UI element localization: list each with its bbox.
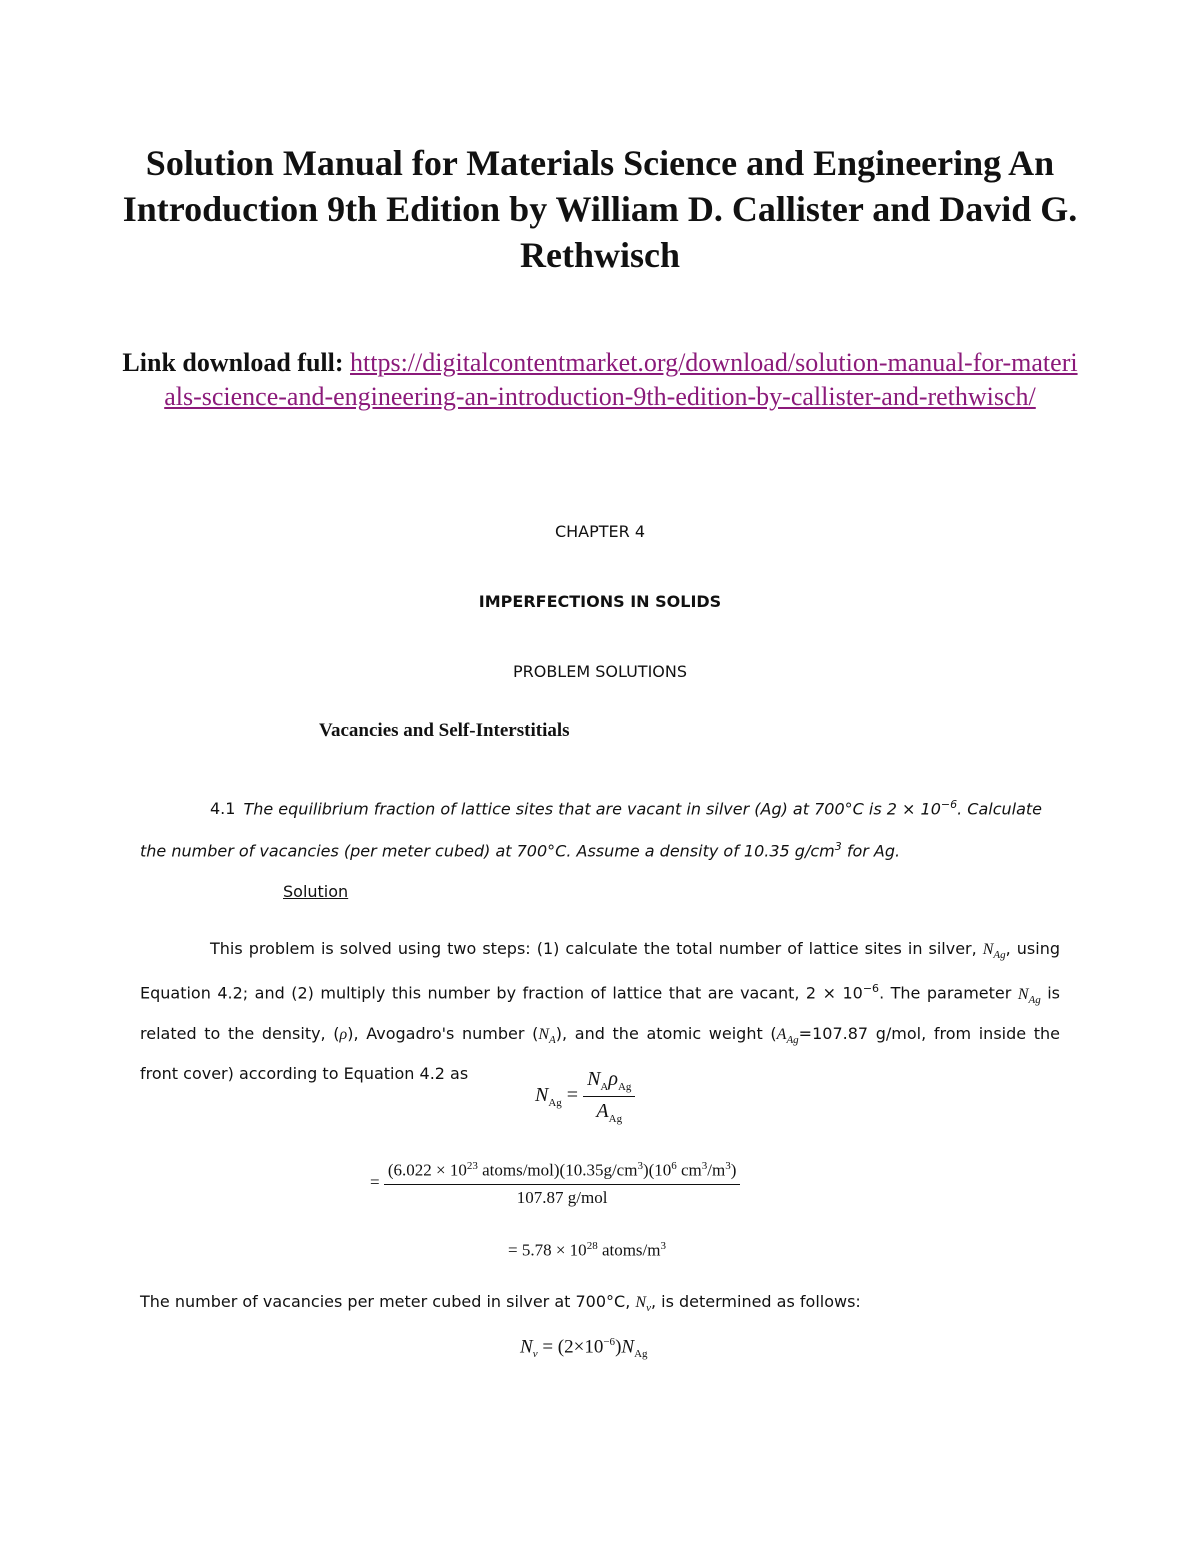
solution-label: Solution <box>283 882 349 901</box>
problem-exp-a: −6 <box>940 798 958 811</box>
equation-vacancies: $N_\nu = (2\times 10^{-6})N_{Ag}$ <box>520 1336 648 1361</box>
solution-text-6: ), and the atomic weight ( <box>555 1023 777 1043</box>
solution-text-1: This problem is solved using two steps: (1) calculate the total number of lattice sites in silver, <box>210 939 983 958</box>
equation-result: = $5.78 \times 10^{28}$ atoms/$m^3$ <box>508 1240 666 1260</box>
equation-density-formula: $N_{Ag}$ = $\frac{N_A\rho_{Ag}}{A_{Ag}}$ <box>535 1068 635 1125</box>
problem-text-b: . Calculate the number of vacancies (per meter cubed) at 700°C. Assume a density of 10.35 g/cm <box>140 799 1042 861</box>
download-link-block <box>120 346 1080 414</box>
problem-text-c: for Ag. <box>841 841 901 861</box>
solution-text-2: , using Equation 4.2; and (2) multiply this number by fraction of lattice that are vacant, 2 × 10 <box>140 939 1061 1003</box>
chapter-number: CHAPTER 4 <box>554 522 646 541</box>
chapter-title: IMPERFECTIONS IN SOLIDS <box>478 592 722 611</box>
link-label: Link download full: <box>122 348 351 377</box>
equation-fraction: $\frac{N_A\rho_{Ag}}{A_{Ag}}$ <box>583 1068 635 1125</box>
problem-exp-b: 3 <box>834 840 842 854</box>
section-heading: Vacancies and Self-Interstitials <box>319 720 570 741</box>
download-link[interactable]: https://digitalcontentmarket.org/download/solution-manual-for-materials-science-and-engineering-an-introduction-9th-edition-by-callister-and-rethwisch/ <box>164 348 1078 411</box>
vacancy-sentence: The number of vacancies per meter cubed in silver at 700°C, $N_\nu$, is determined as follows: <box>140 1292 861 1315</box>
document-title: Solution Manual for Materials Science and Engineering An Introduction 9th Edition by William D. Callister and David G. Rethwisch <box>122 143 1078 275</box>
n-ag-symbol-2: $N_{Ag}$ <box>1017 985 1041 1006</box>
solution-text-3: . The parameter <box>879 983 1018 1003</box>
solution-exp-neg6: −6 <box>862 982 880 996</box>
n-ag-symbol: $N_{Ag}$ <box>982 941 1006 962</box>
problem-statement <box>140 786 1060 871</box>
solution-text-5: ), Avogadro's number ( <box>347 1023 539 1043</box>
a-ag-symbol: $A_{Ag}$ <box>776 1025 799 1046</box>
problem-solutions-heading: PROBLEM SOLUTIONS <box>512 662 688 681</box>
problem-text-a: The equilibrium fraction of lattice sites that are vacant in silver (Ag) at 700°C is 2 × 10 <box>243 799 941 819</box>
solution-text-7: =107.87 g/mol, from inside the front cover) according to Equation 4.2 as <box>140 1023 1061 1083</box>
n-a-symbol: $N_A$ <box>538 1025 556 1046</box>
solution-text-4: is related to the density, ( <box>140 983 1060 1043</box>
problem-number: 4.1 <box>210 799 236 819</box>
substitution-fraction: $\frac{(6.022 \times 10^{23} atoms/mol)(10.35g/cm^3)(10^6 cm^3/m^3)}{\text{107.87 g/mol}}$ <box>384 1160 741 1208</box>
rho-symbol: ρ <box>339 1025 348 1043</box>
equation-substitution: = $\frac{(6.022 \times 10^{23} atoms/mol)(10.35g/cm^3)(10^6 cm^3/m^3)}{\text{107.87 g/mol}}$ <box>370 1160 740 1208</box>
